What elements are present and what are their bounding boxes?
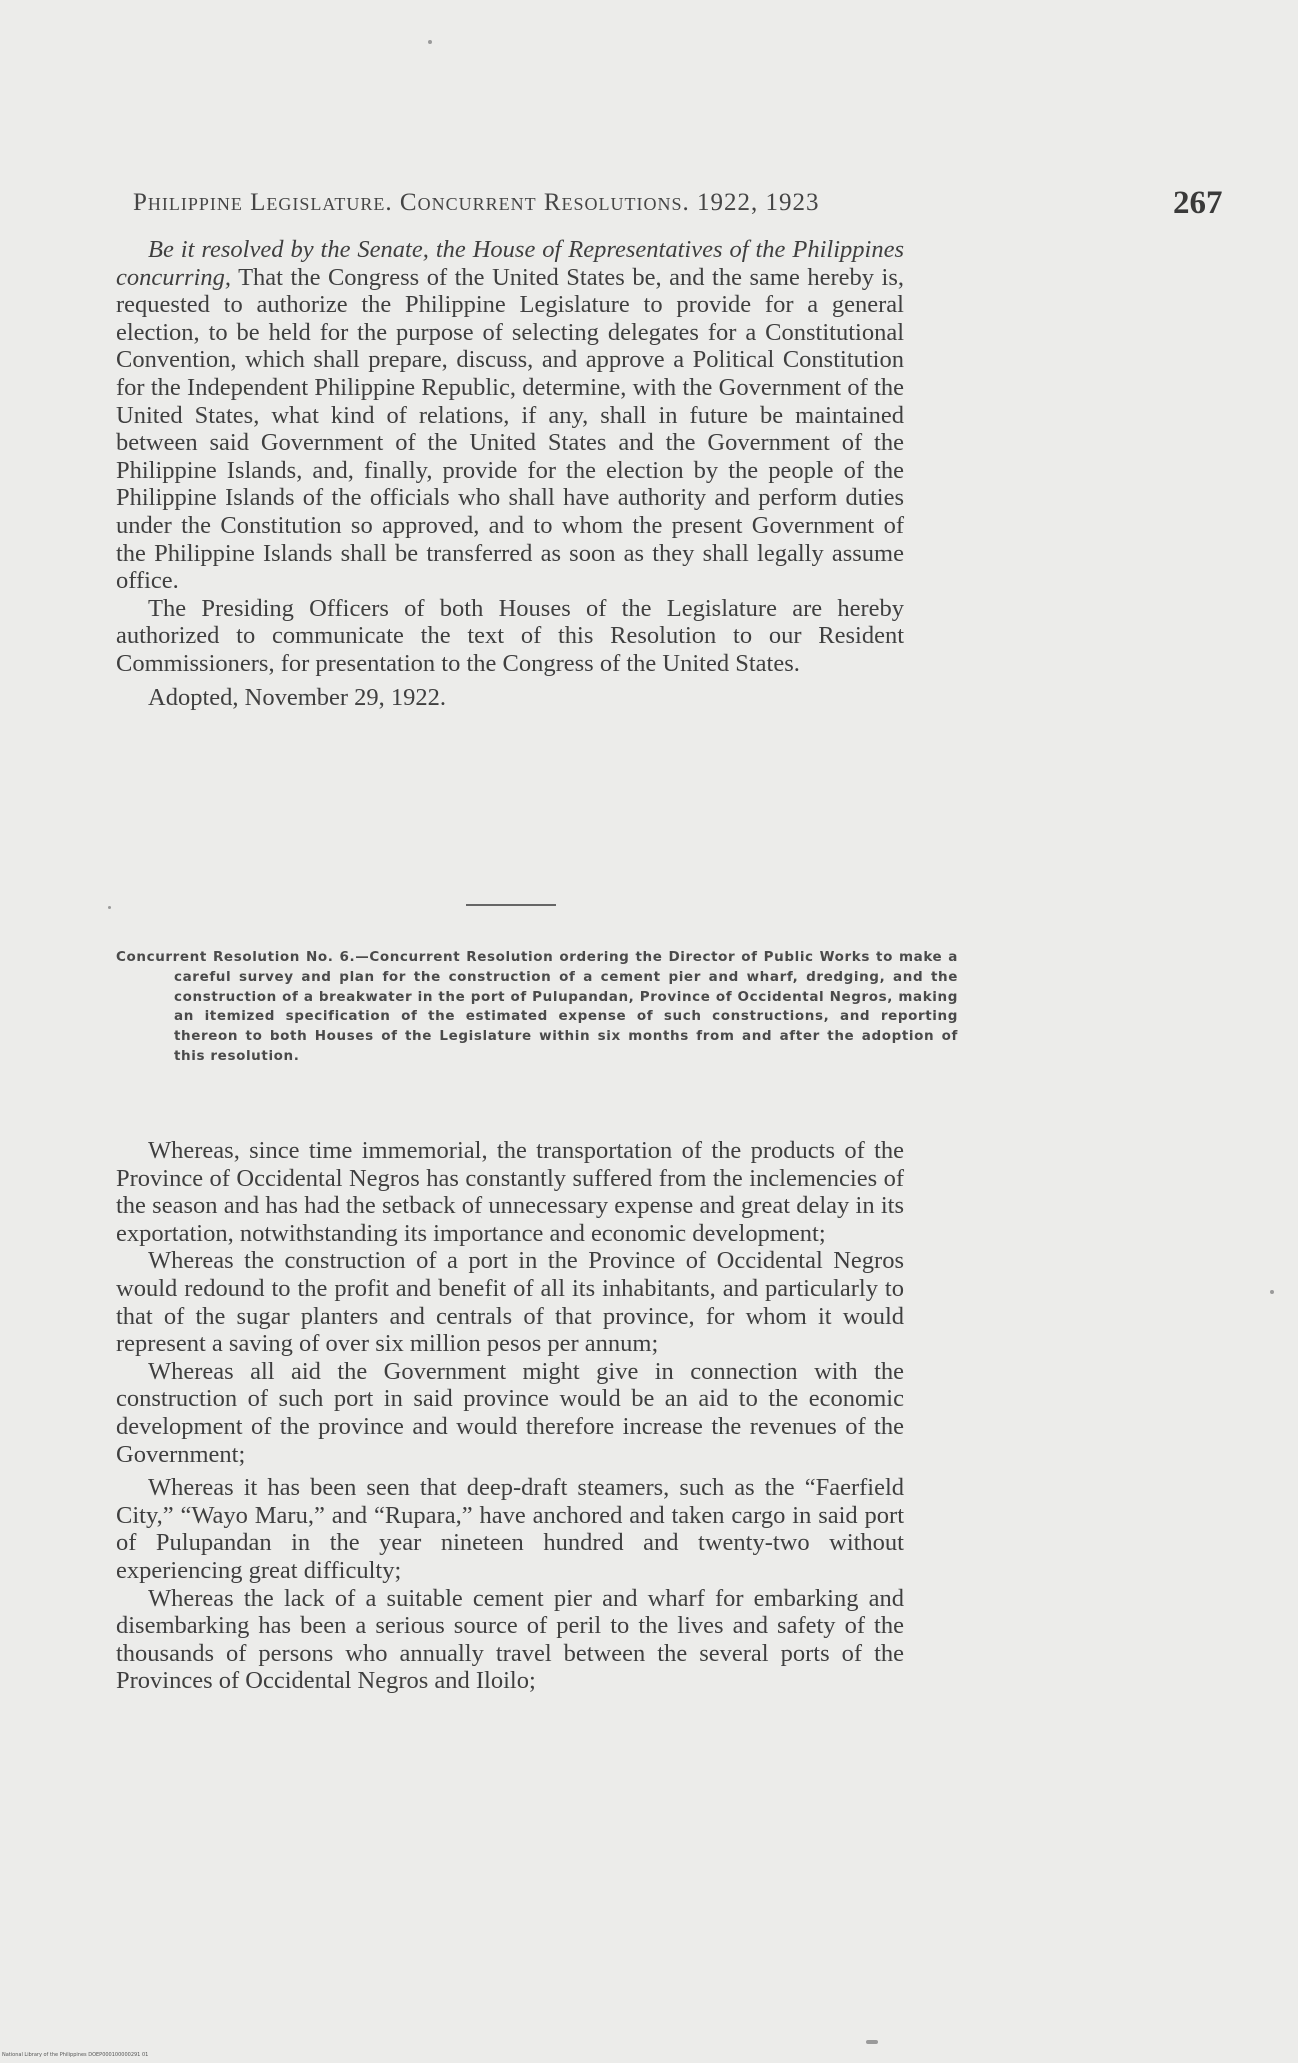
- resolution-heading: Concurrent Resolution No. 6.—Concurrent Resolution ordering the Director of Public Works to make a careful survey and plan for the construction of a cement pier and wharf, dredging, and the construction of a breakwater in the port of Pulupandan, Province of Occidental Negros, making an itemized specification of the estimated expense of such constructions, and reporting thereon to both Houses of the Legislature within six months from and after the adoption of this resolution.: [116, 949, 958, 1064]
- resolution-paragraph: [116, 236, 904, 595]
- whereas-clause: Whereas the construction of a port in the Province of Occidental Negros would redound to the profit and benefit of all its inhabitants, and particularly to that of the sugar planters and centrals of that province, for whom it would represent a saving of over six million pesos per annum;: [116, 1247, 904, 1358]
- resolution-text: That the Congress of the United States be, and the same hereby is, requested to authorize the Philippine Legislature to provide for a general election, to be held for the purpose of selecting delegates for a Constitutional Convention, which shall prepare, discuss, and approve a Political Constitution for the Independent Philippine Republic, determine, with the Government of the United States, what kind of relations, if any, shall in future be maintained between said Government of the United States and the Government of the Philippine Islands, and, finally, provide for the election by the people of the Philippine Islands of the officials who shall have authority and perform duties under the Constitution so approved, and to whom the present Government of the Philippine Islands shall be transferred as soon as they shall legally assume office.: [116, 263, 904, 595]
- section-divider: [466, 904, 556, 906]
- whereas-clause: Whereas the lack of a suitable cement pier and wharf for embarking and disembarking has been a serious source of peril to the lives and safety of the thousands of persons who annually travel between the several ports of the Provinces of Occidental Negros and Iloilo;: [116, 1584, 904, 1695]
- enacting-clause: Be it resolved by the Senate, the House of Representatives of the Philippines concurring,: [116, 236, 904, 291]
- scan-speck: [866, 2040, 878, 2044]
- whereas-clause: Whereas it has been seen that deep-draft steamers, such as the “Faerfield City,” “Wayo Maru,” and “Rupara,” have anchored and taken cargo in said port of Pulupandan in the year nineteen hundred and twenty-two without experiencing great difficulty;: [116, 1474, 904, 1584]
- adopted-date: Adopted, November 29, 1922.: [148, 683, 447, 711]
- whereas-clause: Whereas, since time immemorial, the transportation of the products of the Province of Occidental Negros has constantly suffered from the inclemencies of the season and has had the setback of unnecessary expense and great delay in its exportation, notwithstanding its importance and economic development;: [116, 1137, 904, 1247]
- presiding-officers-paragraph: The Presiding Officers of both Houses of the Legislature are hereby authorized to communicate the text of this Resolution to our Resident Commissioners, for presentation to the Congress of the United States.: [116, 594, 904, 677]
- first-resolution-body: [116, 236, 904, 711]
- running-head: [133, 185, 1223, 225]
- whereas-clause: Whereas all aid the Government might give in connection with the construction of such port in said province would be an aid to the economic development of the province and would therefore increase the revenues of the Government;: [116, 1357, 904, 1468]
- scan-footer: National Library of the Philippines DOEP000100000291 01: [2, 2052, 149, 2058]
- scan-speck: [108, 906, 111, 909]
- running-head-title: Philippine Legislature. Concurrent Resolutions. 1922, 1923: [133, 189, 820, 216]
- whereas-clauses: [116, 1137, 904, 1695]
- page-number: 267: [1173, 185, 1223, 221]
- scan-speck: [1270, 1290, 1274, 1294]
- scan-speck: [428, 40, 432, 44]
